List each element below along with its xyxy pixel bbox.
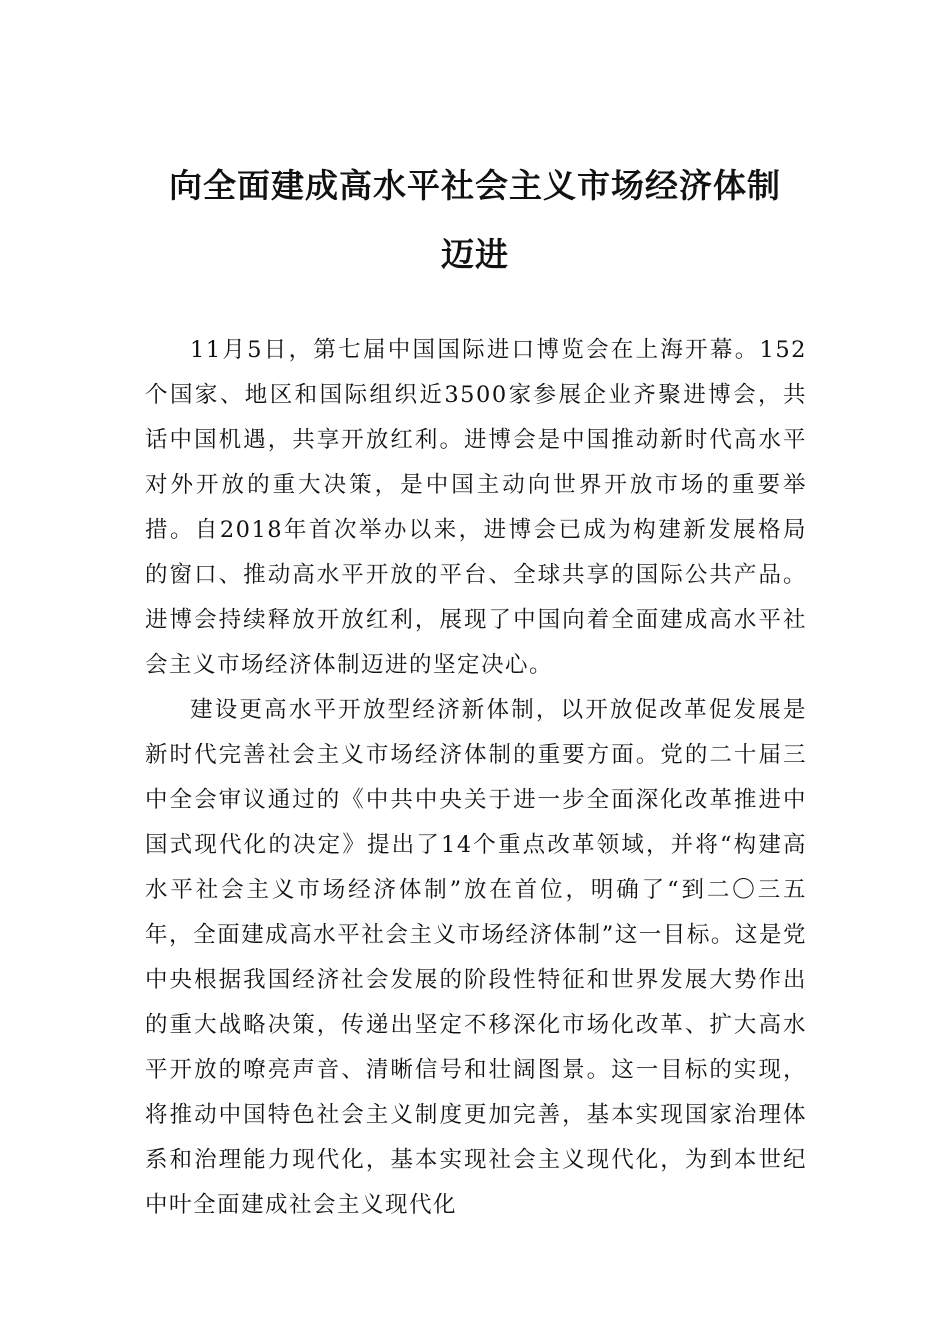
paragraph-1: 11月5日，第七届中国国际进口博览会在上海开幕。152个国家、地区和国际组织近3500家参展企业齐聚进博会，共话中国机遇，共享开放红利。进博会是中国推动新时代高水平对外开放的重大决策，是中国主动向世界开放市场的重要举措。自2018年首次举办以来，进博会已成为构建新发展格局的窗口、推动高水平开放的平台、全球共享的国际公共产品。进博会持续释放开放红利，展现了中国向着全面建成高水平社会主义市场经济体制迈进的坚定决心。 <box>145 337 807 678</box>
document-title-line-2: 迈进 <box>441 235 509 274</box>
document-body <box>145 328 807 1228</box>
document-title-line-1: 向全面建成高水平社会主义市场经济体制 <box>169 166 781 205</box>
paragraph-2: 建设更高水平开放型经济新体制，以开放促改革促发展是新时代完善社会主义市场经济体制的重要方面。党的二十届三中全会审议通过的《中共中央关于进一步全面深化改革推进中国式现代化的决定》提出了14个重点改革领域，并将“构建高水平社会主义市场经济体制”放在首位，明确了“到二〇三五年，全面建成高水平社会主义市场经济体制”这一目标。这是党中央根据我国经济社会发展的阶段性特征和世界发展大势作出的重大战略决策，传递出坚定不移深化市场化改革、扩大高水平开放的嘹亮声音、清晰信号和壮阔图景。这一目标的实现，将推动中国特色社会主义制度更加完善，基本实现国家治理体系和治理能力现代化，基本实现社会主义现代化，为到本世纪中叶全面建成社会主义现代化 <box>145 697 807 1218</box>
